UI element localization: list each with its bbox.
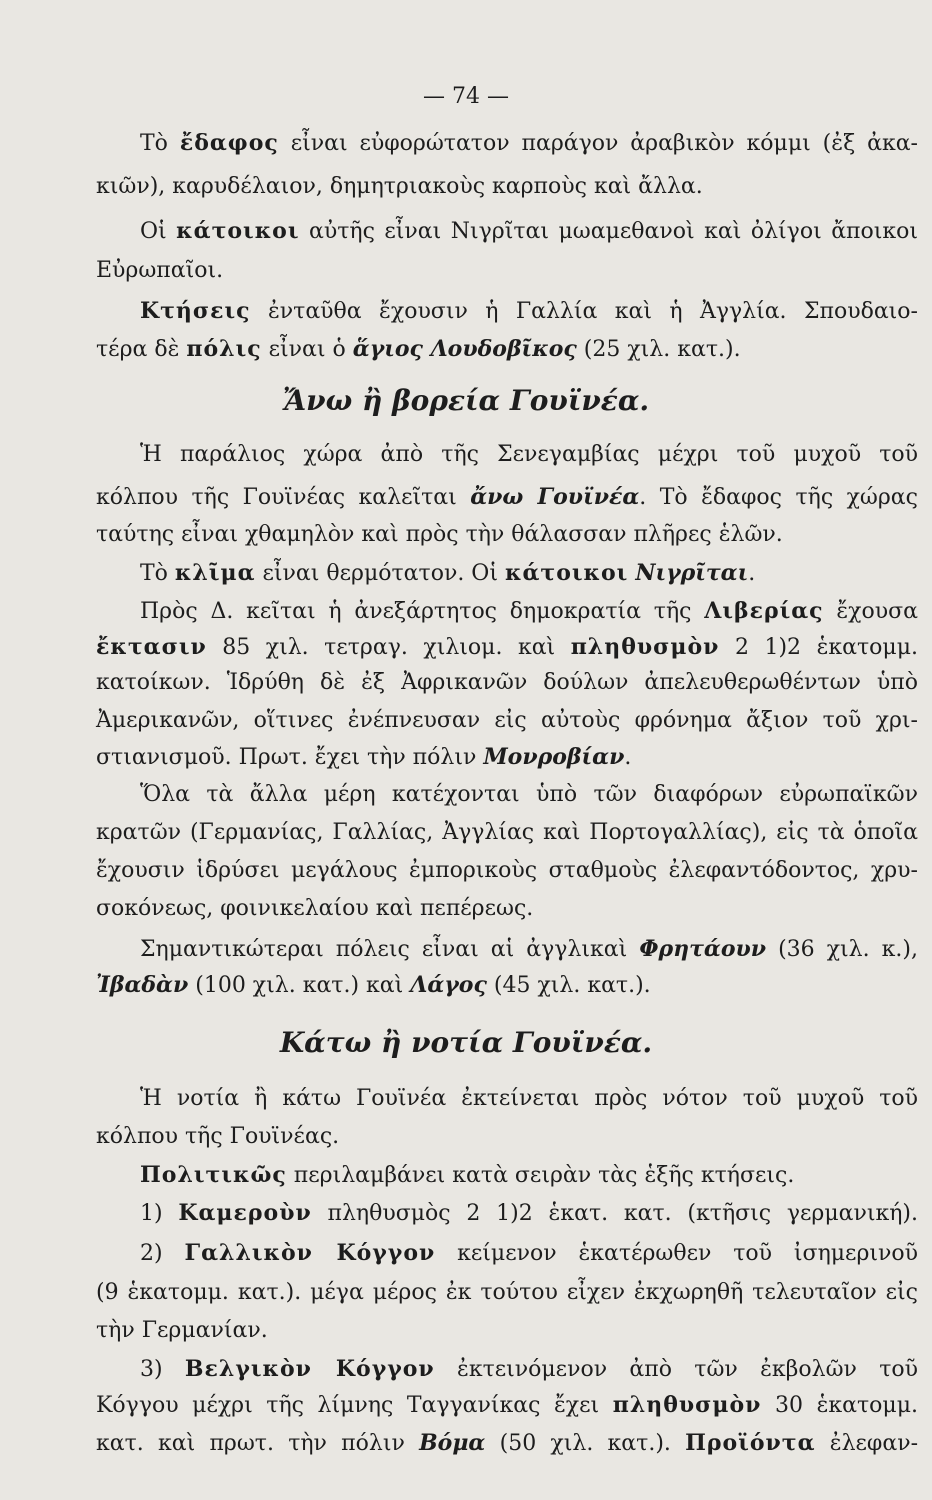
text-line: Ἡ παράλιος χώρα ἀπὸ τῆς Σενεγαμβίας μέχρι τοῦ μυχοῦ τοῦ: [140, 442, 918, 467]
text-line: τέρα δὲ πόλις εἶναι ὁ ἅγιος Λουδοβῖκος (25 χιλ. κατ.).: [96, 336, 741, 362]
text-line: κιῶν), καρυδέλαιον, δημητριακοὺς καρποὺς καὶ ἄλλα.: [96, 174, 703, 199]
section-heading: Κάτω ἢ νοτία Γουϊνέα.: [279, 1026, 653, 1059]
text-line: ἔκτασιν 85 χιλ. τετραγ. χιλιομ. καὶ πληθυσμὸν 2 1)2 ἑκατομμ.: [96, 634, 918, 660]
text-line: Σημαντικώτεραι πόλεις εἶναι αἱ ἀγγλικαὶ Φρητάουν (36 χιλ. κ.),: [140, 936, 918, 962]
text-line: 1) Καμεροὺν πληθυσμὸς 2 1)2 ἑκατ. κατ. (κτῆσις γερμανική).: [140, 1200, 919, 1226]
text-line: Πολιτικῶς περιλαμβάνει κατὰ σειρὰν τὰς ἑξῆς κτήσεις.: [140, 1162, 795, 1188]
text-line: στιανισμοῦ. Πρωτ. ἔχει τὴν πόλιν Μονροβίαν.: [96, 744, 632, 770]
text-line: (9 ἑκατομμ. κατ.). μέγα μέρος ἐκ τούτου εἶχεν ἐκχωρηθῆ τελευταῖον εἰς: [96, 1280, 918, 1305]
text-line: Ἀμερικανῶν, οἵτινες ἐνέπνευσαν εἰς αὐτοὺς φρόνημα ἄξιον τοῦ χρι-: [96, 708, 918, 733]
text-line: Ἰβαδὰν (100 χιλ. κατ.) καὶ Λάγος (45 χιλ. κατ.).: [96, 972, 651, 998]
text-line: Κόγγου μέχρι τῆς λίμνης Ταγγανίκας ἔχει πληθυσμὸν 30 ἑκατομμ.: [96, 1392, 918, 1418]
text-line: κατοίκων. Ἱδρύθη δὲ ἐξ Ἀφρικανῶν δούλων ἀπελευθερωθέντων ὑπὸ: [96, 670, 918, 695]
text-line: 3) Βελγικὸν Κόγγον ἐκτεινόμενον ἀπὸ τῶν ἐκβολῶν τοῦ: [140, 1356, 918, 1382]
text-line: Εὐρωπαῖοι.: [96, 258, 224, 283]
text-line: Τὸ ἔδαφος εἶναι εὐφορώτατον παράγον ἀραβικὸν κόμμι (ἐξ ἀκα-: [140, 130, 918, 156]
text-line: Οἱ κάτοικοι αὐτῆς εἶναι Νιγρῖται μωαμεθανοὶ καὶ ὀλίγοι ἄποικοι: [140, 218, 918, 244]
text-line: 2) Γαλλικὸν Κόγγον κείμενον ἑκατέρωθεν τοῦ ἰσημερινοῦ: [140, 1240, 919, 1266]
text-line: ἔχουσιν ἱδρύσει μεγάλους ἐμπορικοὺς σταθμοὺς ἐλεφαντόδοντος, χρυ-: [96, 858, 918, 883]
text-line: Κτήσεις ἐνταῦθα ἔχουσιν ἡ Γαλλία καὶ ἡ Ἀγγλία. Σπουδαιο-: [140, 298, 918, 324]
text-line: Ἡ νοτία ἢ κάτω Γουϊνέα ἐκτείνεται πρὸς νότον τοῦ μυχοῦ τοῦ: [140, 1086, 918, 1111]
text-line: τὴν Γερμανίαν.: [96, 1318, 268, 1343]
text-line: Πρὸς Δ. κεῖται ἡ ἀνεξάρτητος δημοκρατία τῆς Λιβερίας ἔχουσα: [140, 598, 918, 624]
text-line: κόλπου τῆς Γουϊνέας καλεῖται ἄνω Γουϊνέα. Τὸ ἔδαφος τῆς χώρας: [96, 484, 918, 510]
section-heading: Ἄνω ἢ βορεία Γουϊνέα.: [282, 384, 650, 417]
page-number: — 74 —: [423, 84, 509, 109]
text-line: κρατῶν (Γερμανίας, Γαλλίας, Ἀγγλίας καὶ Πορτογαλλίας), εἰς τὰ ὁποῖα: [96, 820, 918, 845]
text-line: κατ. καὶ πρωτ. τὴν πόλιν Βόμα (50 χιλ. κατ.). Προϊόντα ἐλεφαν-: [96, 1430, 918, 1456]
text-line: Ὅλα τὰ ἄλλα μέρη κατέχονται ὑπὸ τῶν διαφόρων εὐρωπαϊκῶν: [140, 782, 918, 807]
text-line: σοκόνεως, φοινικελαίου καὶ πεπέρεως.: [96, 896, 534, 921]
text-line: Τὸ κλῖμα εἶναι θερμότατον. Οἱ κάτοικοι Νιγρῖται.: [140, 560, 756, 586]
text-line: κόλπου τῆς Γουϊνέας.: [96, 1124, 340, 1149]
text-line: ταύτης εἶναι χθαμηλὸν καὶ πρὸς τὴν θάλασσαν πλῆρες ἑλῶν.: [96, 522, 783, 547]
